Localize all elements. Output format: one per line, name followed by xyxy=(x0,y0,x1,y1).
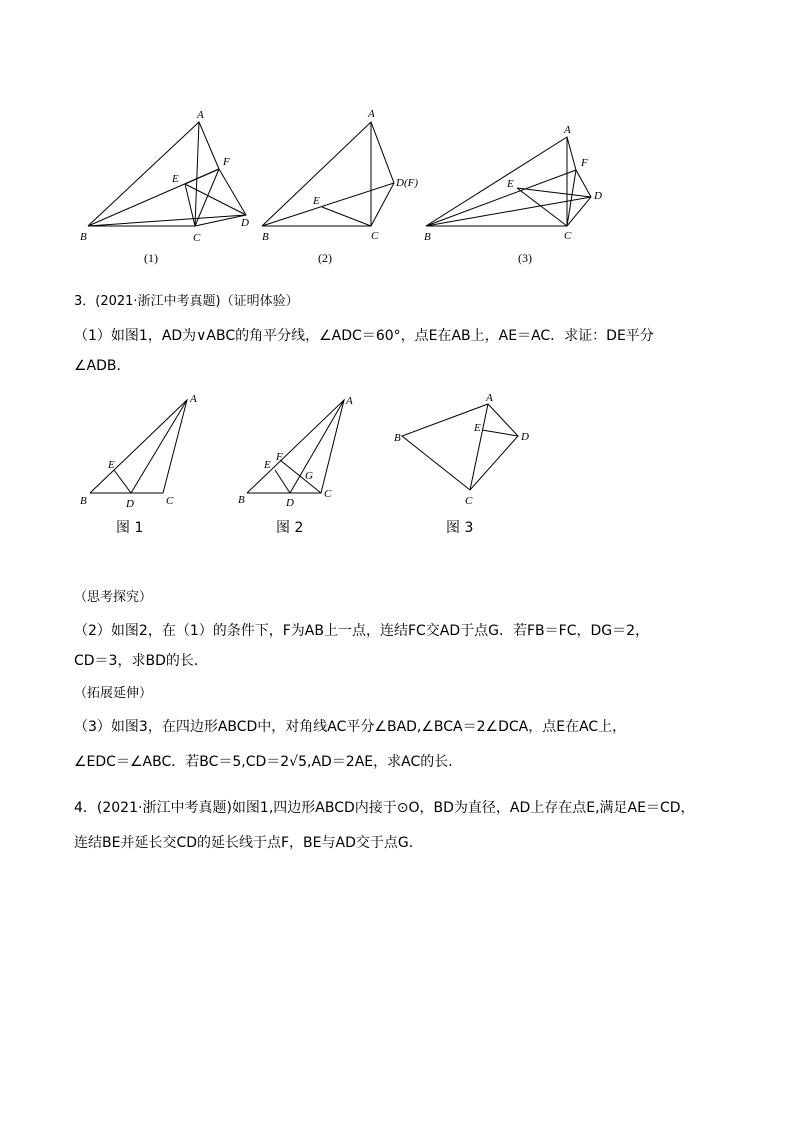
label-C: C xyxy=(193,232,201,244)
q3-figure-1 xyxy=(80,393,197,536)
top-figure-1 xyxy=(80,109,249,265)
label-D: D xyxy=(286,497,294,509)
q3-part3-line2: ∠EDC＝∠ABC．若BC＝5,CD＝2√5,AD＝2AE，求AC的长． xyxy=(74,754,463,770)
label-D: D xyxy=(594,190,602,202)
label-C: C xyxy=(324,488,332,500)
label-C: C xyxy=(564,230,572,242)
label-A: A xyxy=(197,109,204,121)
q3-part2-line2: CD＝3，求BD的长． xyxy=(74,653,208,669)
label-B: B xyxy=(80,231,87,243)
caption-1: (1) xyxy=(144,251,158,265)
label-A: A xyxy=(346,395,353,407)
label-C: C xyxy=(371,230,379,242)
label-A: A xyxy=(368,108,375,120)
q3-part2-line1: （2）如图2，在（1）的条件下，F为AB上一点，连结FC交AD于点G．若FB＝FC，DG＝2， xyxy=(74,623,650,639)
q3-figures xyxy=(0,380,794,550)
label-D: D xyxy=(126,498,134,510)
label-D: D xyxy=(241,217,249,229)
label-G: G xyxy=(305,470,313,482)
label-B: B xyxy=(80,495,87,507)
label-E: E xyxy=(172,173,179,185)
label-E: E xyxy=(507,178,514,190)
label-A: A xyxy=(486,392,493,404)
top-figure-2 xyxy=(262,108,418,265)
label-E: E xyxy=(474,422,481,434)
label-F: F xyxy=(223,156,230,168)
label-DF: D(F) xyxy=(396,177,418,189)
q3-section3: （拓展延伸） xyxy=(74,686,153,701)
label-C: C xyxy=(465,495,473,507)
q3-header: 3．(2021·浙江中考真题)（证明体验） xyxy=(74,294,299,309)
q3-caption-1: 图 1 xyxy=(116,520,144,536)
label-F: F xyxy=(276,451,283,463)
label-A: A xyxy=(190,393,197,405)
caption-3: (3) xyxy=(518,251,532,265)
label-E: E xyxy=(264,459,271,471)
q3-figure-3 xyxy=(394,392,529,536)
top-figure-3 xyxy=(424,124,602,265)
q3-caption-3: 图 3 xyxy=(446,520,474,536)
q4-line2: 连结BE并延长交CD的延长线于点F，BE与AD交于点G． xyxy=(74,835,423,851)
label-E: E xyxy=(313,195,320,207)
label-A: A xyxy=(564,124,571,136)
q3-part1-line1: （1）如图1，AD为∨ABC的角平分线，∠ADC＝60°，点E在AB上，AE＝AC．求证：DE平分 xyxy=(74,328,654,344)
top-figures xyxy=(0,0,794,280)
label-B: B xyxy=(424,231,431,243)
label-B: B xyxy=(394,432,401,444)
q3-part1-line2: ∠ADB． xyxy=(74,358,131,374)
q3-figure-2 xyxy=(238,395,353,536)
q3-section2: （思考探究） xyxy=(74,590,153,605)
label-E: E xyxy=(108,459,115,471)
q3-part3-line1: （3）如图3，在四边形ABCD中，对角线AC平分∠BAD,∠BCA＝2∠DCA，点E在AC上， xyxy=(74,719,627,735)
q4-line1: 4．(2021·浙江中考真题)如图1,四边形ABCD内接于⊙O，BD为直径，AD上存在点E,满足AE＝CD， xyxy=(74,800,695,816)
label-D: D xyxy=(521,431,529,443)
label-B: B xyxy=(238,494,245,506)
q3-caption-2: 图 2 xyxy=(276,520,304,536)
label-C: C xyxy=(166,495,174,507)
label-F: F xyxy=(581,157,588,169)
caption-2: (2) xyxy=(318,251,332,265)
label-B: B xyxy=(262,231,269,243)
